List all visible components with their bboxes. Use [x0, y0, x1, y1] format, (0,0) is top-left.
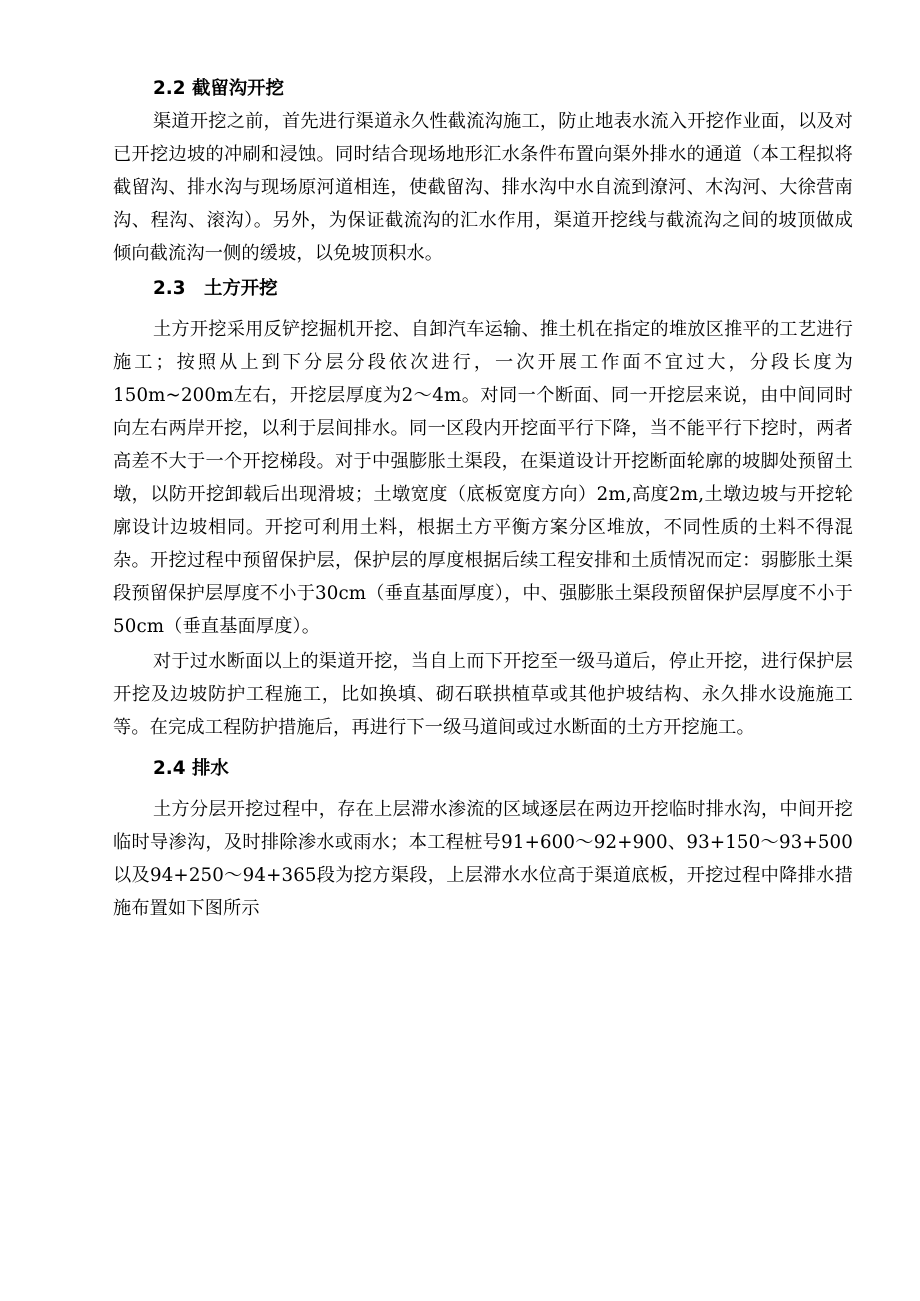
paragraph-earthwork-excavation: 土方开挖采用反铲挖掘机开挖、自卸汽车运输、推土机在指定的堆放区推平的工艺进行施工；按照从上到下分层分段依次进行，一次开展工作面不宜过大，分段长度为150m~200m左右，开挖层厚度为2～4m。对同一个断面、同一开挖层来说，由中间同时向左右两岸开挖，以利于层间排水。同一区段内开挖面平行下降，当不能平行下挖时，两者高差不大于一个开挖梯段。对于中强膨胀土渠段，在渠道设计开挖断面轮廓的坡脚处预留土墩，以防开挖卸载后出现滑坡；土墩宽度（底板宽度方向）2m,高度2m,土墩边坡与开挖轮廓设计边坡相同。开挖可利用土料，根据土方平衡方案分区堆放，不同性质的土料不得混杂。开挖过程中预留保护层，保护层的厚度根据后续工程安排和土质情况而定：弱膨胀土渠段预留保护层厚度不小于30cm（垂直基面厚度），中、强膨胀土渠段预留保护层厚度不小于50cm（垂直基面厚度）。 — [113, 319, 853, 637]
paragraph-drainage: 土方分层开挖过程中，存在上层滞水渗流的区域逐层在两边开挖临时排水沟，中间开挖临时导渗沟，及时排除渗水或雨水；本工程桩号91+600～92+900、93+150～93+500以及94+250～94+365段为挖方渠段，上层滞水水位高于渠道底板，开挖过程中降排水措施布置如下图所示 — [113, 799, 853, 919]
paragraph-above-water-section: 对于过水断面以上的渠道开挖，当自上而下开挖至一级马道后，停止开挖，进行保护层开挖及边坡防护工程施工，比如换填、砌石联拱植草或其他护坡结构、永久排水设施施工等。在完成工程防护措施后，再进行下一级马道间或过水断面的土方开挖施工。 — [113, 651, 853, 738]
section-heading-2-3: 2.3 土方开挖 — [153, 278, 278, 299]
paragraph-intercept-ditch: 渠道开挖之前，首先进行渠道永久性截流沟施工，防止地表水流入开挖作业面，以及对已开挖边坡的冲刷和浸蚀。同时结合现场地形汇水条件布置向渠外排水的通道（本工程拟将截留沟、排水沟与现场原河道相连，使截留沟、排水沟中水自流到潦河、木沟河、大徐营南沟、程沟、滚沟）。另外，为保证截流沟的汇水作用，渠道开挖线与截流沟之间的坡顶做成倾向截流沟一侧的缓坡，以免坡顶积水。 — [113, 111, 853, 264]
section-heading-2-2: 2.2 截留沟开挖 — [153, 78, 284, 99]
document-body — [113, 72, 853, 925]
section-heading-2-4: 2.4 排水 — [153, 758, 229, 779]
